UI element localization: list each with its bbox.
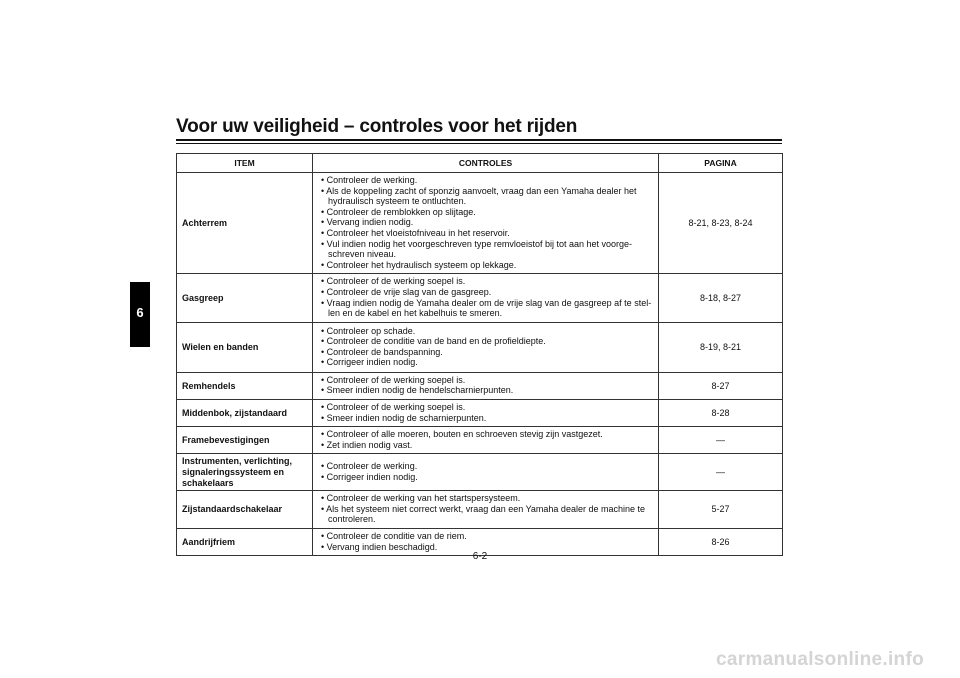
check-step: • Zet indien nodig vast. — [321, 439, 413, 450]
watermark: carmanualsonline.info — [716, 649, 924, 670]
row-controls — [313, 173, 659, 274]
check-step: • Vraag indien nodig de Yamaha dealer om de vrije slag van de gasgreep af te stel-len en de kabel en het kabelhuis te smeren. — [321, 297, 652, 319]
pre-ride-checks-table — [176, 153, 783, 556]
row-item: Aandrijfriem — [177, 529, 313, 556]
row-controls — [313, 322, 659, 372]
row-controls — [313, 454, 659, 491]
title-rule-thin — [176, 143, 782, 144]
row-page: 8-27 — [659, 372, 783, 399]
row-controls — [313, 427, 659, 454]
check-step: • Controleer de werking. — [321, 461, 418, 472]
check-step: • Controleer de werking. — [321, 175, 418, 185]
row-controls — [313, 372, 659, 399]
table-row — [177, 491, 783, 529]
check-step: • Smeer indien nodig de hendelscharnierpunten. — [321, 385, 514, 396]
row-page: 8-26 — [659, 529, 783, 556]
check-step: • Controleer of alle moeren, bouten en schroeven stevig zijn vastgezet. — [321, 429, 603, 440]
page-number: 6-2 — [472, 551, 488, 562]
header-item: ITEM — [177, 154, 313, 173]
row-page: — — [659, 454, 783, 491]
row-page: 8-28 — [659, 399, 783, 426]
check-step: • Controleer de werking van het startspersysteem. — [321, 493, 521, 504]
table-row — [177, 372, 783, 399]
check-step: • Corrigeer indien nodig. — [321, 357, 418, 368]
row-item: Middenbok, zijstandaard — [177, 399, 313, 426]
row-controls — [313, 491, 659, 529]
check-step: • Controleer de conditie van de band en de profieldiepte. — [321, 336, 546, 347]
table-row — [177, 322, 783, 372]
check-step: • Controleer op schade. — [321, 325, 416, 336]
row-item: Zijstandaardschakelaar — [177, 491, 313, 529]
row-page: 8-18, 8-27 — [659, 274, 783, 322]
table-row — [177, 173, 783, 274]
check-step: • Controleer de vrije slag van de gasgreep. — [321, 286, 492, 297]
chapter-tab-number: 6 — [136, 305, 144, 320]
check-step: • Controleer of de werking soepel is. — [321, 276, 466, 287]
row-item: Gasgreep — [177, 274, 313, 322]
table-row — [177, 454, 783, 491]
check-step: • Controleer het vloeistofniveau in het reservoir. — [321, 227, 510, 238]
check-step: • Controleer het hydraulisch systeem op lekkage. — [321, 259, 517, 270]
check-step: • Controleer de remblokken op slijtage. — [321, 206, 476, 217]
row-item: Achterrem — [177, 173, 313, 274]
row-item: Instrumenten, verlichting, signaleringssysteem en schakelaars — [177, 454, 313, 491]
check-step: • Controleer of de werking soepel is. — [321, 401, 466, 412]
check-step: • Als de koppeling zacht of sponzig aanvoelt, vraag dan een Yamaha dealer het hydraulisch systeem te ontluchten. — [321, 185, 637, 207]
check-step: • Vul indien nodig het voorgeschreven type remvloeistof bij tot aan het voorge-schreven niveau. — [321, 238, 633, 260]
row-page: 5-27 — [659, 491, 783, 529]
row-page: 8-19, 8-21 — [659, 322, 783, 372]
row-controls — [313, 274, 659, 322]
row-page: 8-21, 8-23, 8-24 — [659, 173, 783, 274]
check-step: • Vervang indien nodig. — [321, 217, 414, 228]
table-row — [177, 399, 783, 426]
check-step: • Controleer de conditie van de riem. — [321, 531, 467, 542]
title-rule — [176, 139, 782, 141]
header-page: PAGINA — [659, 154, 783, 173]
check-step: • Smeer indien nodig de scharnierpunten. — [321, 412, 487, 423]
table-row — [177, 274, 783, 322]
check-step: • Controleer de bandspanning. — [321, 346, 443, 357]
header-controls: CONTROLES — [313, 154, 659, 173]
row-item: Wielen en banden — [177, 322, 313, 372]
check-step: • Controleer of de werking soepel is. — [321, 374, 466, 385]
row-item: Framebevestigingen — [177, 427, 313, 454]
row-item: Remhendels — [177, 372, 313, 399]
chapter-tab — [130, 282, 150, 347]
page-title: Voor uw veiligheid – controles voor het rijden — [176, 116, 578, 137]
row-controls — [313, 399, 659, 426]
check-step: • Als het systeem niet correct werkt, vraag dan een Yamaha dealer de machine te controleren. — [321, 503, 645, 525]
table-row — [177, 427, 783, 454]
check-step: • Corrigeer indien nodig. — [321, 471, 418, 482]
check-step: • Vervang indien beschadigd. — [321, 541, 438, 552]
row-page: — — [659, 427, 783, 454]
table-header-row — [177, 154, 783, 173]
